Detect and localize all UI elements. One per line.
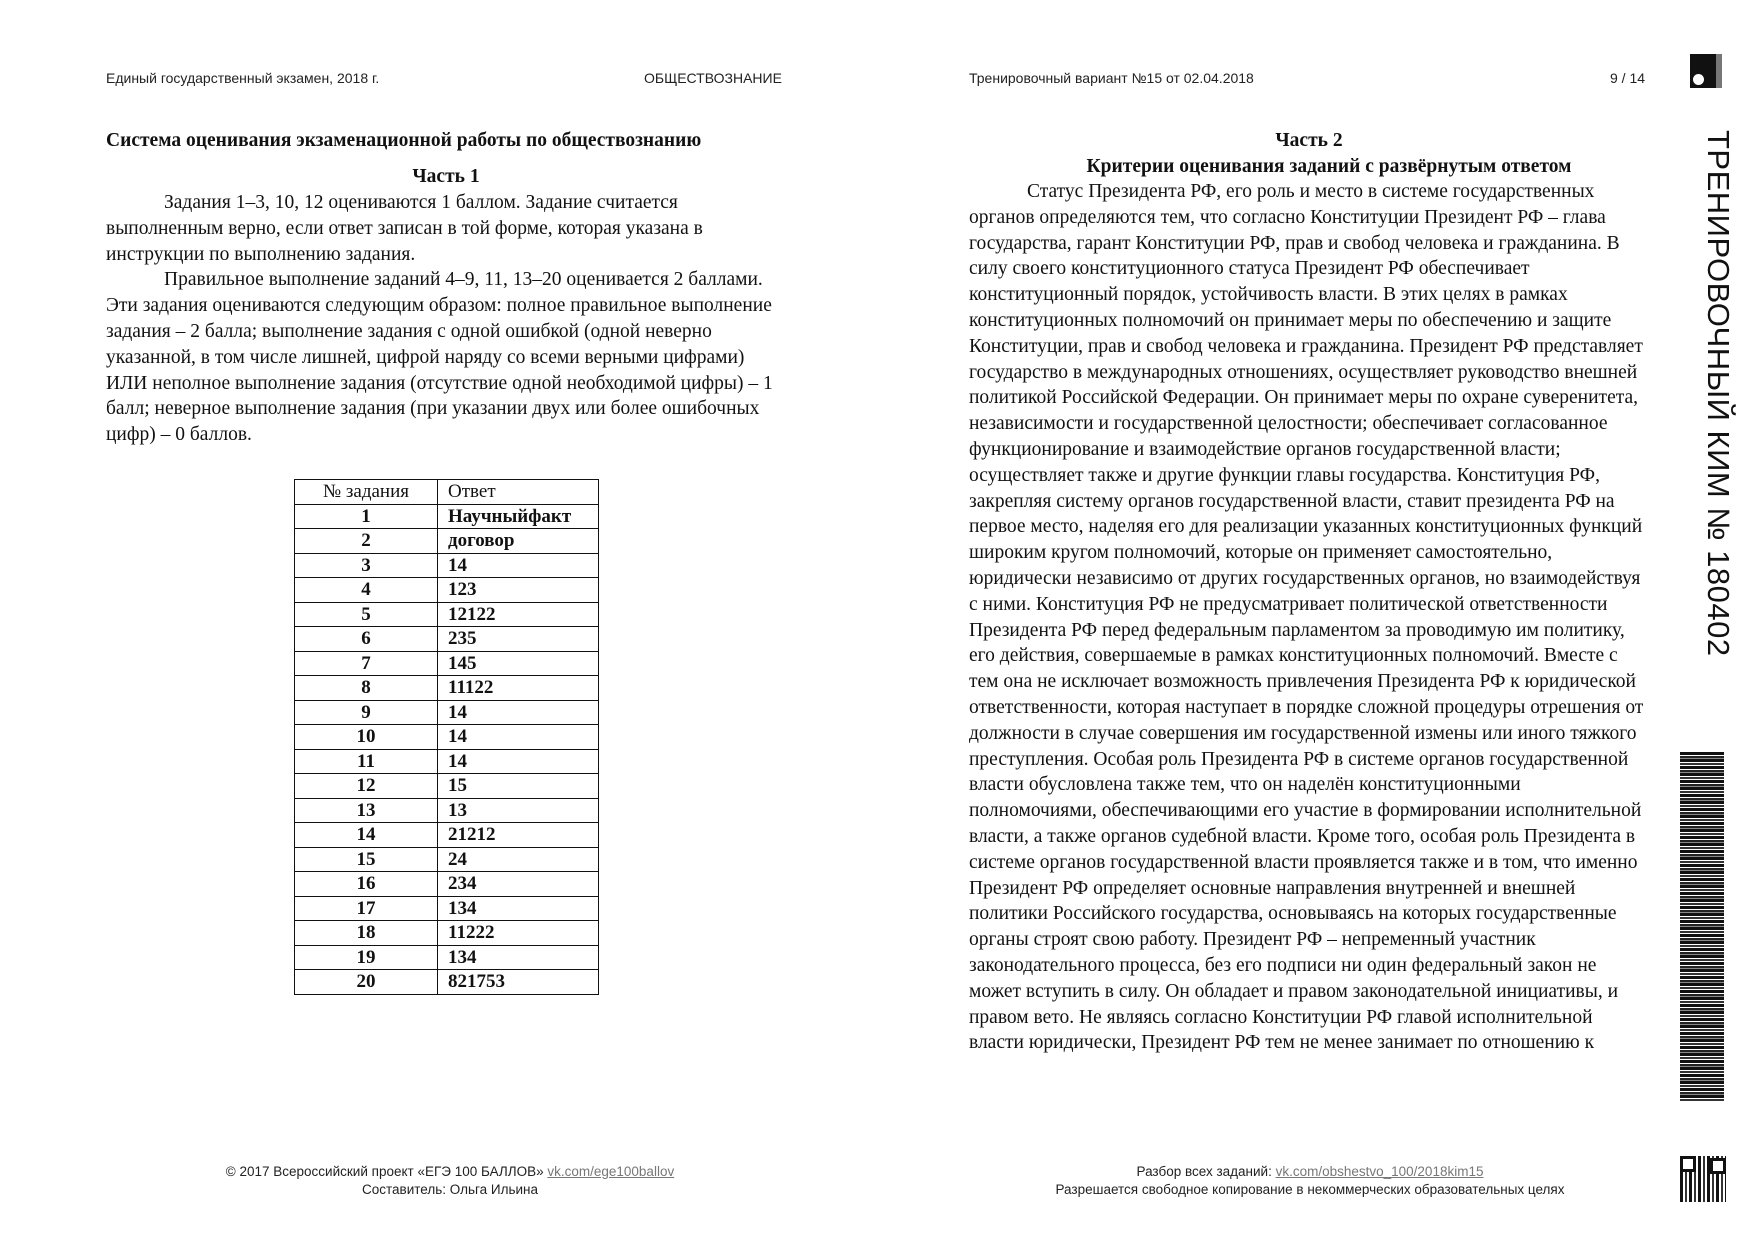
task-answer: Научныйфакт [438, 504, 599, 529]
table-row [295, 921, 599, 946]
table-body [295, 504, 599, 994]
table-row [295, 798, 599, 823]
part-2-title: Часть 2 [1275, 130, 1343, 151]
task-answer: 123 [438, 578, 599, 603]
task-number: 13 [295, 798, 438, 823]
table-row [295, 872, 599, 897]
task-number: 15 [295, 847, 438, 872]
footer-left [200, 1163, 700, 1199]
table-row [295, 774, 599, 799]
task-answer: 14 [438, 749, 599, 774]
table-row [295, 602, 599, 627]
task-number: 5 [295, 602, 438, 627]
task-number: 10 [295, 725, 438, 750]
table-row [295, 970, 599, 995]
right-column [969, 128, 1649, 1056]
task-number: 17 [295, 896, 438, 921]
task-answer: 134 [438, 896, 599, 921]
task-answer: 15 [438, 774, 599, 799]
table-row [295, 627, 599, 652]
table-row [295, 896, 599, 921]
header-variant: Тренировочный вариант №15 от 02.04.2018 [969, 70, 1254, 86]
task-answer: договор [438, 529, 599, 554]
task-number: 1 [295, 504, 438, 529]
task-answer: 234 [438, 872, 599, 897]
task-number: 14 [295, 823, 438, 848]
task-number: 11 [295, 749, 438, 774]
table-row [295, 504, 599, 529]
answers-table [294, 479, 599, 995]
table-row [295, 823, 599, 848]
author-text: Составитель: Ольга Ильина [361, 1182, 539, 1197]
task-answer: 14 [438, 725, 599, 750]
corner-mark-icon [1690, 54, 1722, 88]
task-answer: 14 [438, 553, 599, 578]
task-number: 2 [295, 529, 438, 554]
paragraph-2: Правильное выполнение заданий 4–9, 11, 13–20 оценивается 2 баллами. Эти задания оцениваются следующим образом: полное правильное выполнение задания – 2 балла; выполнение задания с одной ошибкой (одной неверно указанной, в том числе лишней, цифрой наряду со всеми верными цифрами) ИЛИ неполное выполнение задания (отсутствие одной необходимой цифры) – 1 балл; неверное выполнение задания (при указании двух или более ошибочных цифр) – 0 баллов. [106, 269, 773, 446]
table-row [295, 676, 599, 701]
qr-code-icon [1680, 1156, 1726, 1202]
task-answer: 21212 [438, 823, 599, 848]
table-row [295, 945, 599, 970]
task-number: 6 [295, 627, 438, 652]
task-number: 12 [295, 774, 438, 799]
table-row [295, 651, 599, 676]
copyright-text: © 2017 Всероссийский проект «ЕГЭ 100 БАЛЛОВ» [225, 1164, 544, 1179]
table-row [295, 553, 599, 578]
table-header-row [295, 480, 599, 505]
task-answer: 14 [438, 700, 599, 725]
document-title: Система оценивания экзаменационной работы по обществознанию [106, 130, 702, 151]
paragraph-1: Задания 1–3, 10, 12 оцениваются 1 баллом. Задание считается выполненным верно, если ответ записан в той форме, которая указана в инструкции по выполнению задания. [106, 192, 703, 265]
task-number: 7 [295, 651, 438, 676]
task-answer: 12122 [438, 602, 599, 627]
barcode-icon [1680, 752, 1724, 1102]
project-link[interactable]: vk.com/ege100ballov [547, 1164, 675, 1179]
table-row [295, 725, 599, 750]
table-row [295, 529, 599, 554]
footer-right [1020, 1163, 1600, 1199]
task-answer: 134 [438, 945, 599, 970]
header-subject: ОБЩЕСТВОЗНАНИЕ [644, 70, 782, 86]
task-number: 18 [295, 921, 438, 946]
task-number: 3 [295, 553, 438, 578]
left-column [106, 128, 786, 448]
side-label [1700, 130, 1740, 690]
page-number: 9 / 14 [1610, 70, 1646, 86]
task-number: 20 [295, 970, 438, 995]
task-answer: 24 [438, 847, 599, 872]
header-exam-title: Единый государственный экзамен, 2018 г. [106, 70, 380, 86]
column-header-task: № задания [295, 480, 438, 505]
task-number: 16 [295, 872, 438, 897]
task-number: 8 [295, 676, 438, 701]
task-number: 4 [295, 578, 438, 603]
part-1-title: Часть 1 [412, 166, 480, 187]
task-answer: 145 [438, 651, 599, 676]
task-answer: 235 [438, 627, 599, 652]
task-answer: 821753 [438, 970, 599, 995]
table-row [295, 700, 599, 725]
table-row [295, 847, 599, 872]
copy-note: Разрешается свободное копирование в некоммерческих образовательных целях [1055, 1182, 1565, 1197]
task-answer: 13 [438, 798, 599, 823]
side-label-text: ТРЕНИРОВОЧНЫЙ КИМ № 180402 [1701, 130, 1736, 657]
table-row [295, 578, 599, 603]
column-header-answer: Ответ [438, 480, 599, 505]
answer-paragraph: Статус Президента РФ, его роль и место в системе государственных органов определяются тем, что согласно Конституции Президент РФ – глава государства, гарант Конституции РФ, прав и свобод человека и гражданина. В силу своего конституционного статуса Президент РФ обеспечивает конституционный порядок, устойчивость власти. В этих целях в рамках конституционных полномочий он принимает меры по обеспечению и защите Конституции, прав и свобод человека и гражданина. Президент РФ представляет государство в международных отношениях, осуществляет руководство внешней политикой Российской Федерации. Он принимает меры по охране суверенитета, независимости и государственной целостности; обеспечивает согласованное функционирование и взаимодействие органов государственной власти; осуществляет также и другие функции главы государства. Конституция РФ, закрепляя систему органов государственной власти, ставит президента РФ на первое место, наделяя его для реализации указанных конституционных функций широким кругом полномочий, которые он применяет самостоятельно, юридически независимо от других государственных органов, но взаимодействуя с ними. Конституция РФ не предусматривает политической ответственности Президента РФ перед федеральным парламентом за проводимую им политику, его действия, совершаемые в рамках конституционных полномочий. Вместе с тем она не исключает возможность привлечения Президента РФ к юридической ответственности, которая наступает в порядке сложной процедуры отрешения от должности в случае совершения им государственной измены или иного тяжкого преступления. Особая роль Президента РФ в системе органов государственной власти обусловлена также тем, что он наделён конституционными полномочиями, обеспечивающими его участие в формировании исполнительной власти, а также органов судебной власти. Кроме того, особая роль Президента в системе органов государственной власти проявляется также и в том, что именно Президент РФ определяет основные направления внутренней и внешней политики Российского государства, основываясь на которых государственные органы строят свою работу. Президент РФ – непременный участник законодательного процесса, без его подписи ни один федеральный закон не может вступить в силу. Он обладает и правом законодательной инициативы, и правом вето. Не являясь согласно Конституции РФ главой исполнительной власти юридически, Президент РФ тем не менее занимает по отношению к [969, 181, 1644, 1054]
analysis-text: Разбор всех заданий: [1136, 1164, 1272, 1179]
task-answer: 11122 [438, 676, 599, 701]
analysis-link[interactable]: vk.com/obshestvo_100/2018kim15 [1275, 1164, 1484, 1179]
task-answer: 11222 [438, 921, 599, 946]
task-number: 19 [295, 945, 438, 970]
table-row [295, 749, 599, 774]
task-number: 9 [295, 700, 438, 725]
criteria-subtitle: Критерии оценивания заданий с развёрнутым ответом [1086, 156, 1572, 177]
